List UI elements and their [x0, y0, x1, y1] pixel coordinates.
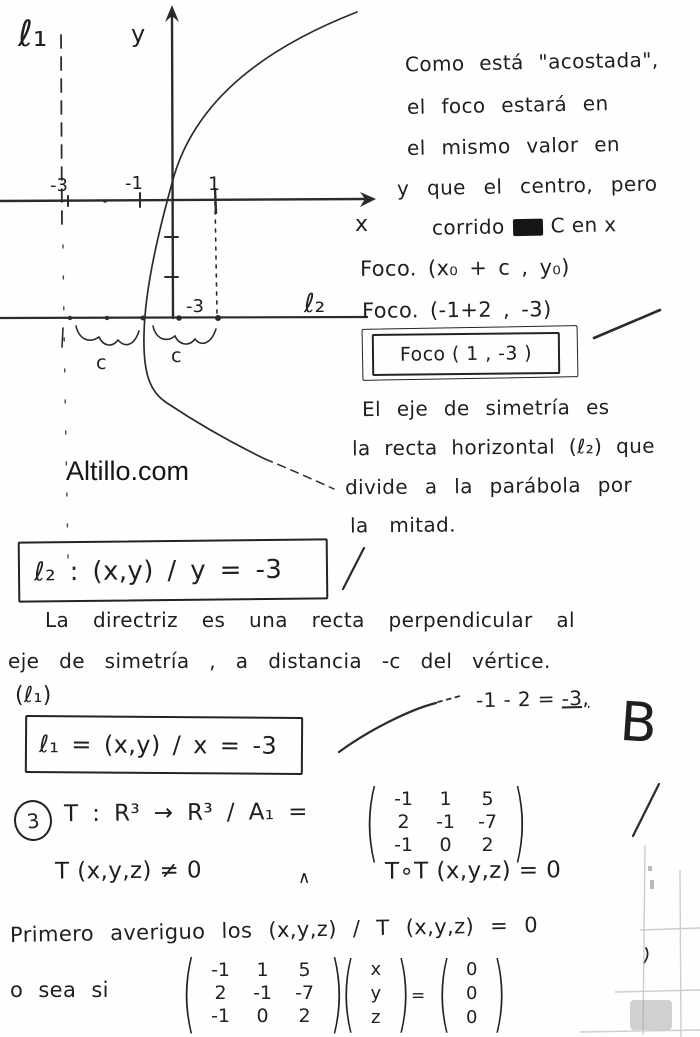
vector-xyz — [332, 944, 420, 1037]
vector-cell: 0 — [466, 1006, 478, 1028]
scribbled-out-word — [512, 219, 542, 237]
vector-cell: z — [371, 1006, 381, 1028]
line-l1-dashed — [61, 35, 62, 230]
and-symbol: ∧ — [298, 868, 311, 888]
matrix-cell: -1 — [253, 982, 273, 1004]
equals-sign: = — [411, 986, 426, 1006]
condition-1: T (x,y,z) ≠ 0 — [54, 857, 203, 885]
note-line-1: Como está "acostada", — [404, 47, 659, 77]
y-axis — [172, 16, 173, 318]
tick-label-neg1: -1 — [125, 173, 143, 194]
brace-right — [153, 326, 216, 344]
foco-result: Foco ( 1 , -3 ) — [399, 342, 533, 366]
scan-artifact-vline — [643, 845, 645, 1035]
l2-dot — [176, 315, 182, 321]
directriz-line-1: La directriz es una recta perpendicular al — [45, 608, 575, 632]
matrix-cell: 0 — [256, 1005, 269, 1027]
l2-equation-box — [18, 538, 329, 602]
check-stroke-l1 — [339, 703, 436, 752]
brace-label-c-left: c — [96, 352, 107, 374]
open-paren: ( — [341, 944, 356, 1037]
eje-line-4: la mitad. — [349, 512, 457, 538]
matrix-cell: -1 — [394, 834, 414, 856]
step1-text: Primero averiguo los (x,y,z) / T (x,y,z) = 0 — [9, 912, 539, 948]
tick-label-neg3: -3 — [50, 175, 68, 196]
problem-number: 3 — [25, 807, 41, 834]
matrix-cell: -7 — [478, 811, 498, 833]
letter-b-annotation: B — [617, 689, 660, 756]
open-paren: ( — [364, 772, 379, 872]
scan-artifact-vline — [680, 870, 681, 1037]
l2-dot — [105, 316, 109, 320]
l1-equation-box — [25, 715, 303, 775]
matrix-cell: 2 — [214, 982, 227, 1004]
matrix-cell: 2 — [397, 811, 410, 833]
check-stroke-foco — [594, 310, 660, 338]
stray-comma — [644, 948, 648, 963]
scan-artifact-hline — [580, 1030, 700, 1032]
matrix-cell: 5 — [298, 959, 311, 981]
altillo-watermark: Altillo.com — [66, 456, 190, 486]
matrix-cell: -1 — [211, 1005, 231, 1027]
vector-cell: 0 — [466, 982, 478, 1004]
matrix-a1 — [355, 772, 536, 872]
calc-result: -3, — [561, 685, 590, 711]
note-line-2: el foco estará en — [406, 91, 609, 119]
vector-zero — [428, 944, 516, 1037]
close-paren: ) — [512, 772, 527, 872]
note-line-3: el mismo valor en — [406, 131, 621, 161]
matrix-cell: -7 — [295, 982, 315, 1004]
scan-artifact-hline — [640, 928, 700, 930]
label-l2: ℓ₂ — [304, 289, 326, 319]
label-l1: ℓ₁ — [18, 14, 48, 55]
matrix-cell: -1 — [394, 788, 414, 810]
parabola-curve-dashed-tail — [265, 459, 334, 489]
label-x-axis: x — [355, 212, 369, 237]
scan-speck — [650, 880, 654, 889]
parabola-curve — [144, 12, 357, 459]
vector-cell: x — [370, 958, 382, 980]
tick-label-y-neg3: -3 — [186, 296, 204, 317]
note-line-5 — [432, 212, 617, 240]
check-stroke-l1-dashes — [438, 696, 460, 702]
directriz-line-2: eje de simetría , a distancia -c del vértice. — [8, 649, 551, 673]
problem-number-circle — [12, 798, 54, 843]
scan-speck — [648, 866, 652, 871]
close-paren: ) — [492, 944, 507, 1037]
open-paren: ( — [181, 943, 196, 1037]
open-paren: ( — [437, 944, 452, 1037]
slash-after-matrix — [633, 784, 659, 836]
directrix-calculation — [476, 686, 590, 712]
vector-cell: 0 — [466, 958, 478, 980]
matrix-cell: -1 — [211, 959, 231, 981]
focus-drop-line — [215, 202, 217, 313]
tick-dot — [103, 199, 107, 203]
l2-equation: ℓ₂ : (x,y) / y = -3 — [33, 554, 283, 587]
eje-line-2: la recta horizontal (ℓ₂) que — [351, 433, 656, 461]
matrix-system — [172, 943, 353, 1037]
matrix-cell: 2 — [481, 834, 494, 856]
matrix-cell: 0 — [439, 834, 452, 856]
l2-dot — [68, 316, 72, 320]
foco-substitution: Foco. (-1+2 , -3) — [361, 297, 552, 323]
line-l1-dashed-tail — [63, 245, 68, 558]
close-paren: ) — [396, 944, 411, 1037]
x-axis — [0, 199, 366, 201]
condition-2: T∘T (x,y,z) = 0 — [384, 857, 562, 885]
note-line-5-rest: C en x — [550, 212, 617, 238]
vector-cell: y — [370, 982, 382, 1004]
problem3-statement: T : R³ → R³ / A₁ = — [63, 798, 308, 828]
foco-general-formula: Foco. (x₀ + c , y₀) — [359, 255, 570, 281]
note-line-5-word: corrido — [431, 214, 505, 240]
step2-text: o sea si — [10, 978, 109, 1002]
l1-equation: ℓ₁ = (x,y) / x = -3 — [38, 730, 278, 760]
brace-left — [76, 326, 139, 345]
note-line-4: y que el centro, pero — [396, 171, 658, 201]
tick-label-1: 1 — [208, 173, 221, 195]
label-y-axis: y — [131, 20, 146, 48]
close-paren: ) — [329, 943, 344, 1037]
scan-artifact-hline — [615, 990, 700, 992]
l1-reference: (ℓ₁) — [15, 683, 52, 708]
calc-expression: -1 - 2 = — [475, 686, 562, 713]
focus-dot — [215, 315, 221, 321]
matrix-cell: 5 — [481, 788, 494, 810]
brace-label-c-right: c — [171, 345, 182, 367]
matrix-cell: -1 — [436, 811, 456, 833]
eje-line-1: El eje de simetría es — [361, 394, 610, 422]
matrix-cell: 1 — [256, 959, 269, 981]
eje-line-3: divide a la parábola por — [344, 472, 633, 500]
matrix-cell: 1 — [439, 788, 452, 810]
foco-result-box — [372, 332, 560, 376]
brace-end-tick — [62, 328, 63, 347]
scan-smudge — [630, 1000, 672, 1030]
matrix-cell: 2 — [298, 1005, 311, 1027]
